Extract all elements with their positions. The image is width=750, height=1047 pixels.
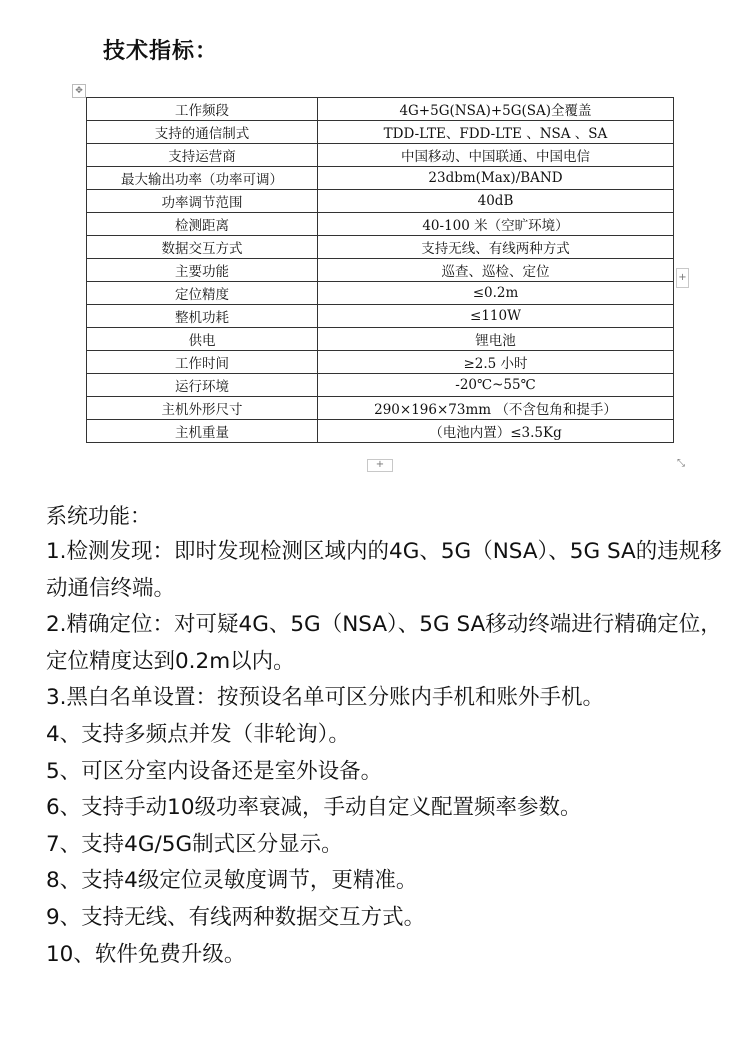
table-row — [87, 190, 674, 213]
spec-label: 工作时间 — [87, 351, 318, 374]
spec-value: ≤110W — [318, 305, 674, 328]
feature-item: 4、支持多频点并发（非轮询）。 — [46, 721, 350, 747]
page-heading: 技术指标： — [103, 39, 219, 64]
table-row — [87, 213, 674, 236]
feature-item: 5、可区分室内设备还是室外设备。 — [46, 758, 383, 784]
spec-value: 23dbm(Max)/BAND — [318, 167, 674, 190]
spec-label: 最大输出功率（功率可调） — [87, 167, 318, 190]
spec-value: 锂电池 — [318, 328, 674, 351]
add-column-icon[interactable]: + — [367, 459, 393, 472]
spec-label: 运行环境 — [87, 374, 318, 397]
spec-value: TDD-LTE、FDD-LTE 、NSA 、SA — [318, 121, 674, 144]
spec-value: ≤0.2m — [318, 282, 674, 305]
feature-item: 3.黑白名单设置：按预设名单可区分账内手机和账外手机。 — [46, 685, 605, 711]
spec-value: 巡查、巡检、定位 — [318, 259, 674, 282]
spec-label: 数据交互方式 — [87, 236, 318, 259]
spec-label: 支持的通信制式 — [87, 121, 318, 144]
spec-value: -20℃~55℃ — [318, 374, 674, 397]
table-row — [87, 374, 674, 397]
table-row — [87, 98, 674, 121]
spec-label: 工作频段 — [87, 98, 318, 121]
table-row — [87, 420, 674, 443]
spec-table — [86, 97, 674, 443]
spec-value: 40-100 米（空旷环境） — [318, 213, 674, 236]
table-row — [87, 144, 674, 167]
spec-label: 定位精度 — [87, 282, 318, 305]
feature-item: 6、支持手动10级功率衰减，手动自定义配置频率参数。 — [46, 795, 582, 821]
resize-handle-icon[interactable]: ⤡ — [677, 458, 685, 469]
spec-value: 支持无线、有线两种方式 — [318, 236, 674, 259]
spec-label: 支持运营商 — [87, 144, 318, 167]
table-row — [87, 351, 674, 374]
table-row — [87, 236, 674, 259]
table-row — [87, 328, 674, 351]
add-row-icon[interactable]: + — [676, 268, 689, 288]
spec-label: 检测距离 — [87, 213, 318, 236]
spec-value: 40dB — [318, 190, 674, 213]
table-row — [87, 282, 674, 305]
feature-item: 1.检测发现：即时发现检测区域内的4G、5G（NSA）、5G SA的违规移动通信终端。 — [46, 539, 722, 601]
table-row — [87, 397, 674, 420]
spec-value: 290×196×73mm （不含包角和提手） — [318, 397, 674, 420]
feature-item: 7、支持4G/5G制式区分显示。 — [46, 831, 343, 857]
feature-item: 2.精确定位：对可疑4G、5G（NSA）、5G SA移动终端进行精确定位，定位精度达到0.2m以内。 — [46, 612, 722, 674]
section-title: 系统功能： — [46, 504, 151, 528]
feature-item: 10、软件免费升级。 — [46, 941, 246, 967]
table-row — [87, 121, 674, 144]
feature-item: 9、支持无线、有线两种数据交互方式。 — [46, 904, 426, 930]
spec-label: 主要功能 — [87, 259, 318, 282]
spec-value: （电池内置）≤3.5Kg — [318, 420, 674, 443]
spec-label: 功率调节范围 — [87, 190, 318, 213]
table-row — [87, 167, 674, 190]
feature-list — [46, 534, 726, 973]
spec-label: 供电 — [87, 328, 318, 351]
spec-value: 中国移动、中国联通、中国电信 — [318, 144, 674, 167]
feature-item: 8、支持4级定位灵敏度调节，更精准。 — [46, 868, 418, 894]
spec-label: 整机功耗 — [87, 305, 318, 328]
table-row — [87, 305, 674, 328]
spec-label: 主机重量 — [87, 420, 318, 443]
spec-value: 4G+5G(NSA)+5G(SA)全覆盖 — [318, 98, 674, 121]
spec-value: ≥2.5 小时 — [318, 351, 674, 374]
spec-label: 主机外形尺寸 — [87, 397, 318, 420]
table-move-handle-icon[interactable]: ✥ — [72, 84, 86, 98]
table-row — [87, 259, 674, 282]
